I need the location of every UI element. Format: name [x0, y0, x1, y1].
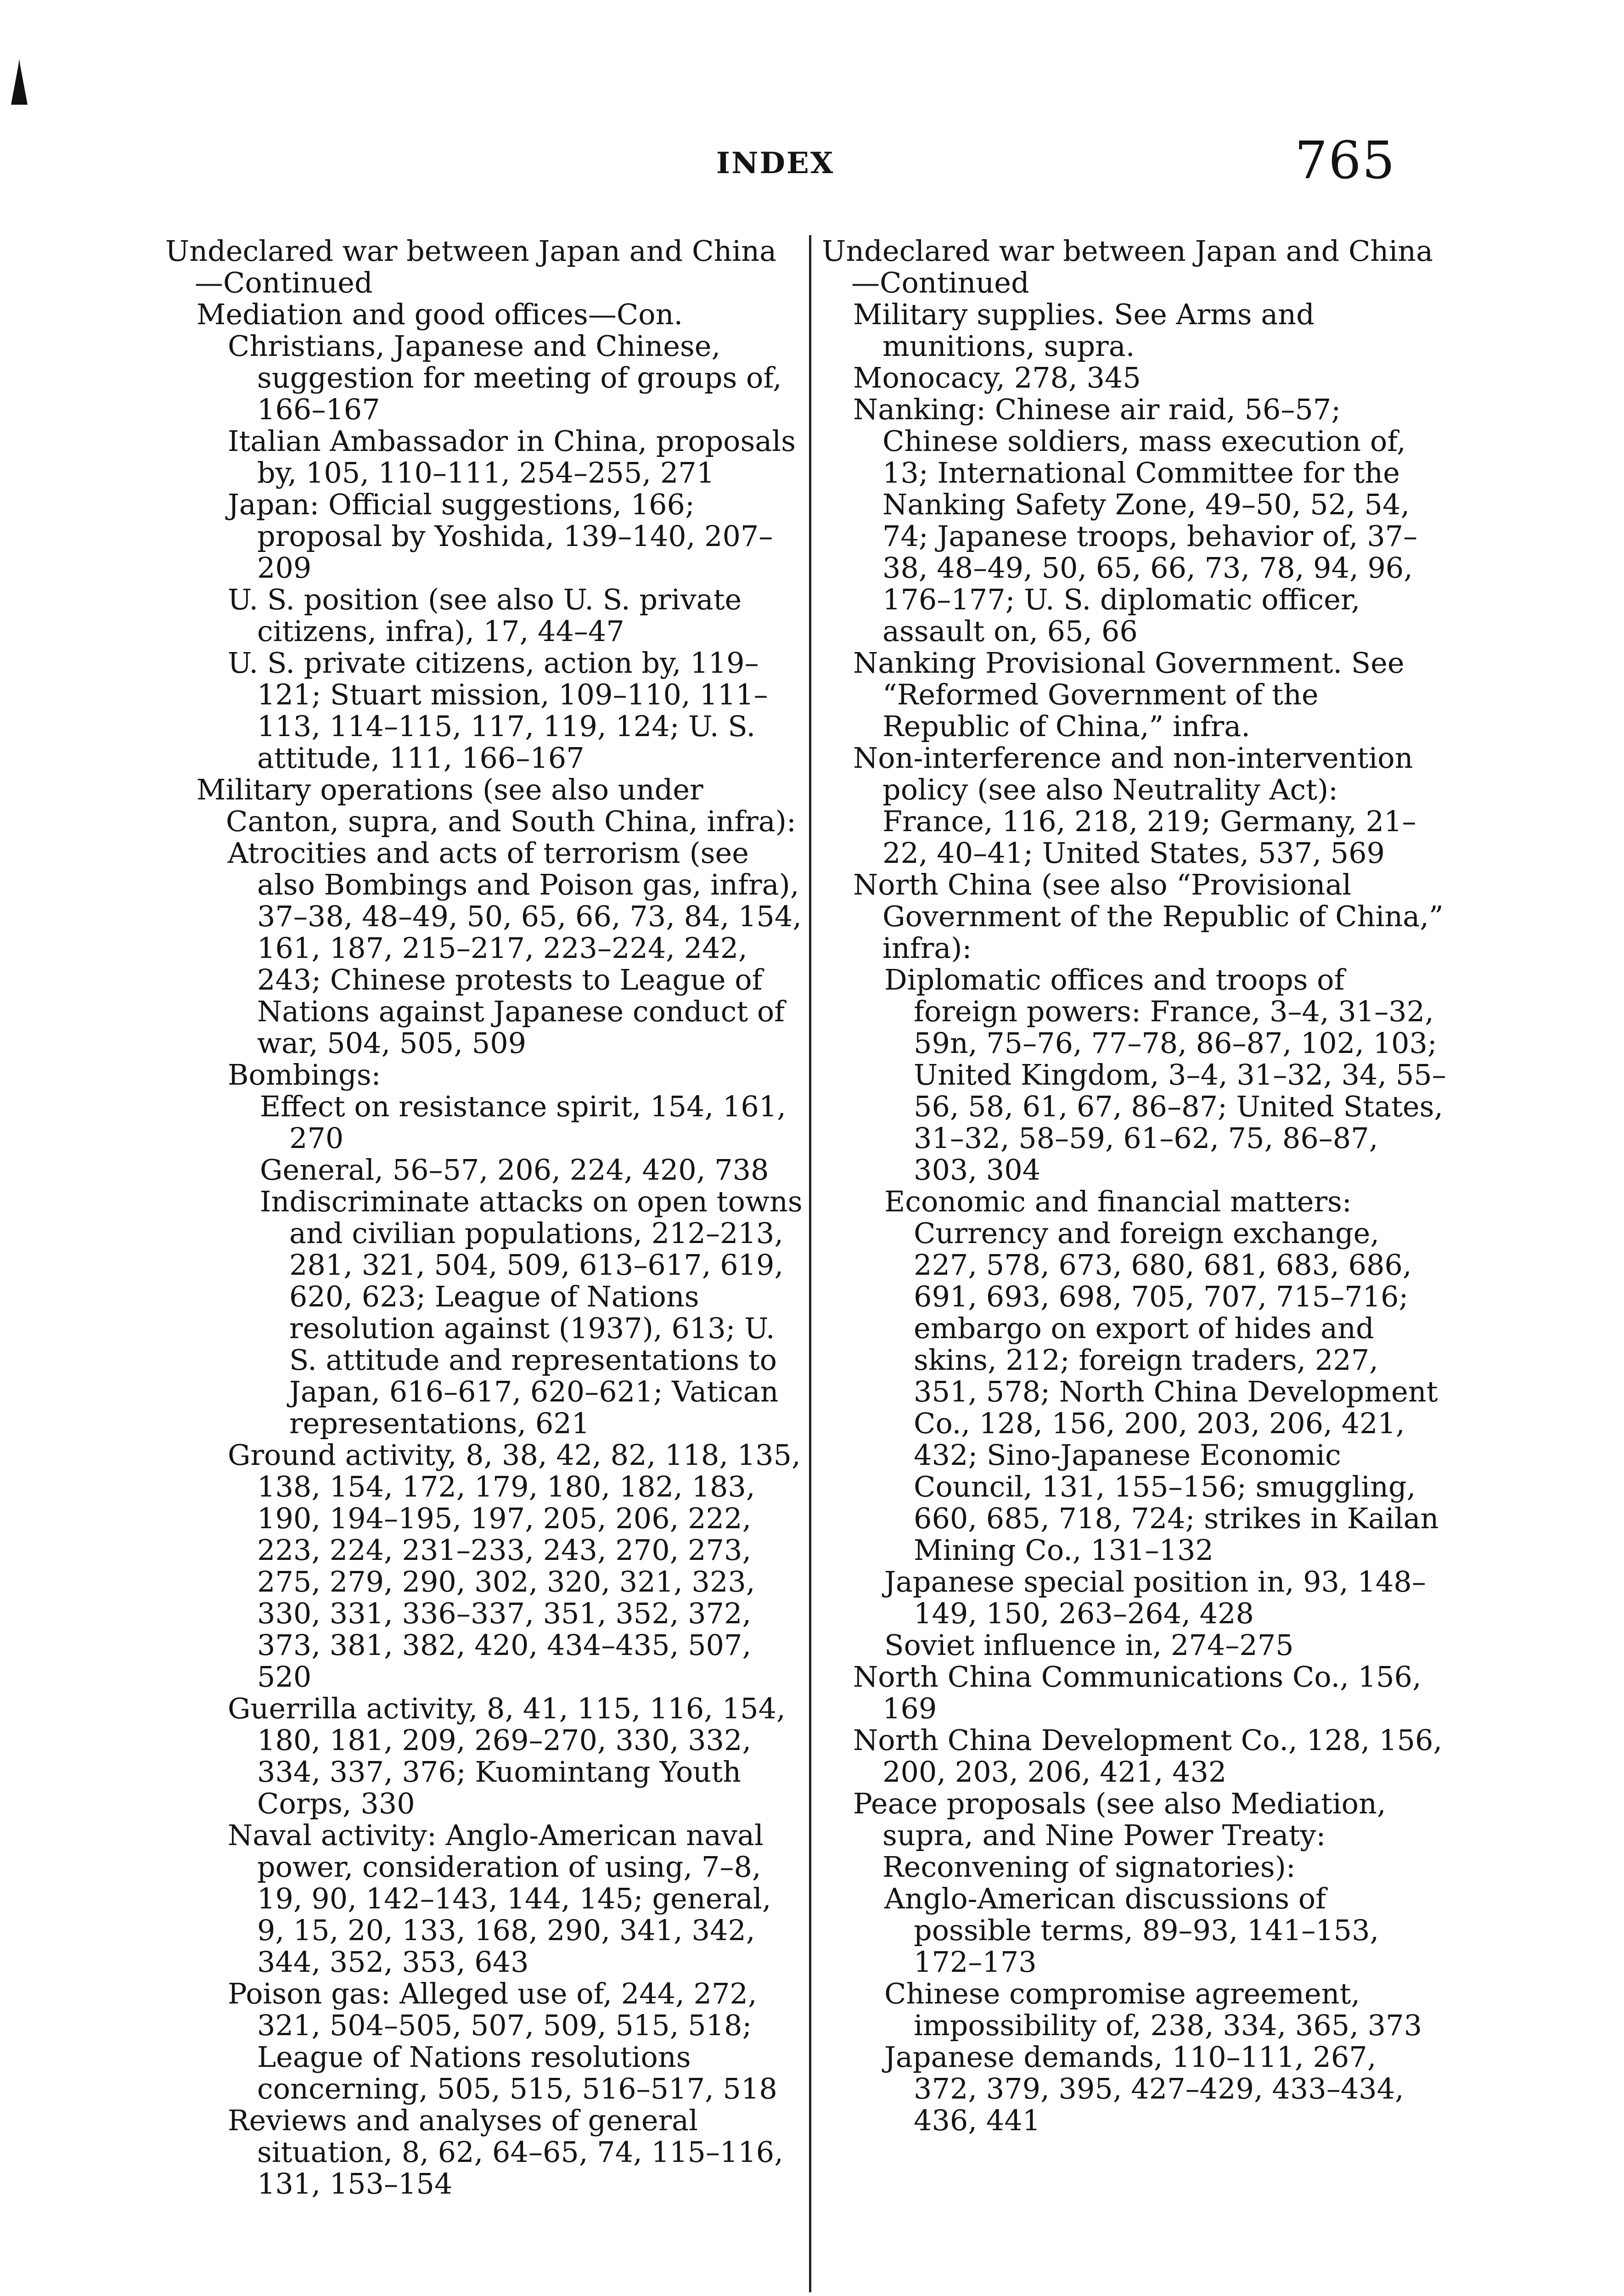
index-entry: North China (see also “Provisional Government of the Republic of China,” infra):	[853, 868, 1444, 965]
index-entry: Non-interference and non-intervention policy (see also Neutrality Act): France, 116, 218, 219; Germany, 21–22, 40–41; United States, 537, 569	[853, 741, 1416, 870]
index-entry: Italian Ambassador in China, proposals by, 105, 110–111, 254–255, 271	[228, 424, 796, 490]
index-entry: Ground activity, 8, 38, 42, 82, 118, 135, 138, 154, 172, 179, 180, 182, 183, 190, 194–195, 197, 205, 206, 222, 223, 224, 231–233, 243, 270, 273, 275, 279, 290, 302, 320, 321, 323, 330, 331, 336–337, 351, 352, 372, 373, 381, 382, 420, 434–435, 507, 520	[228, 1438, 801, 1694]
index-entry: Japanese demands, 110–111, 267, 372, 379, 395, 427–429, 433–434, 436, 441	[884, 2040, 1404, 2137]
index-entry: Diplomatic offices and troops of foreign powers: France, 3–4, 31–32, 59n, 75–76, 77–78, 86–87, 102, 103; United Kingdom, 3–4, 31–32, 34, 55–56, 58, 61, 67, 86–87; United States, 31–32, 58–59, 61–62, 75, 86–87, 303, 304	[884, 963, 1446, 1187]
index-column-left	[165, 235, 804, 2200]
index-entry: Guerrilla activity, 8, 41, 115, 116, 154, 180, 181, 209, 269–270, 330, 332, 334, 337, 376; Kuomintang Youth Corps, 330	[228, 1692, 786, 1820]
index-entry: Atrocities and acts of terrorism (see also Bombings and Poison gas, infra), 37–38, 48–49, 50, 65, 66, 73, 84, 154, 161, 187, 215–217, 223–224, 242, 243; Chinese protests to League of Nations against Japanese conduct of war, 504, 505, 509	[228, 836, 802, 1060]
index-entry: North China Communications Co., 156, 169	[853, 1660, 1422, 1725]
index-entry: General, 56–57, 206, 224, 420, 738	[260, 1153, 769, 1187]
index-entry: Effect on resistance spirit, 154, 161, 270	[260, 1090, 786, 1155]
index-column-right	[822, 235, 1446, 2136]
index-entry: Japanese special position in, 93, 148–149, 150, 263–264, 428	[884, 1565, 1426, 1630]
index-entry: Chinese compromise agreement, impossibility of, 238, 334, 365, 373	[884, 1977, 1422, 2042]
index-entry: Military operations (see also under Canton, supra, and South China, infra):	[197, 773, 796, 838]
page-title: INDEX	[716, 146, 835, 180]
index-entry: Soviet influence in, 274–275	[884, 1628, 1294, 1662]
index-entry: Undeclared war between Japan and China—Continued	[822, 234, 1433, 299]
index-entry: Bombings:	[228, 1058, 381, 1092]
index-entry: Peace proposals (see also Mediation, supra, and Nine Power Treaty: Reconvening of signatories):	[853, 1787, 1386, 1884]
index-entry: Naval activity: Anglo-American naval power, consideration of using, 7–8, 19, 90, 142–143, 144, 145; general, 9, 15, 20, 133, 168, 290, 341, 342, 344, 352, 353, 643	[228, 1818, 771, 1979]
index-entry: Undeclared war between Japan and China—Continued	[165, 234, 777, 299]
index-entry: Economic and financial matters: Currency and foreign exchange, 227, 578, 673, 680, 681, 683, 686, 691, 693, 698, 705, 707, 715–716; embargo on export of hides and skins, 212; foreign traders, 227, 351, 578; North China Development Co., 128, 156, 200, 203, 206, 421, 432; Sino-Japanese Economic Council, 131, 155–156; smuggling, 660, 685, 718, 724; strikes in Kailan Mining Co., 131–132	[884, 1185, 1439, 1567]
index-entry: Monocacy, 278, 345	[853, 361, 1141, 394]
margin-mark-icon	[6, 59, 33, 111]
index-entry: North China Development Co., 128, 156, 200, 203, 206, 421, 432	[853, 1723, 1443, 1789]
index-entry: U. S. private citizens, action by, 119–121; Stuart mission, 109–110, 111–113, 114–115, 117, 119, 124; U. S. attitude, 111, 166–167	[228, 646, 768, 775]
index-entry: U. S. position (see also U. S. private citizens, infra), 17, 44–47	[228, 583, 742, 648]
page-number: 765	[1295, 131, 1396, 191]
index-entry: Mediation and good offices—Con.	[197, 298, 683, 331]
index-entry: Poison gas: Alleged use of, 244, 272, 321, 504–505, 507, 509, 515, 518; League of Nations resolutions concerning, 505, 515, 516–517, 518	[228, 1977, 777, 2105]
index-entry: Christians, Japanese and Chinese, suggestion for meeting of groups of, 166–167	[228, 329, 782, 426]
index-entry: Indiscriminate attacks on open towns and civilian populations, 212–213, 281, 321, 504, 509, 613–617, 619, 620, 623; League of Nations resolution against (1937), 613; U. S. attitude and representations to Japan, 616–617, 620–621; Vatican representations, 621	[260, 1185, 803, 1440]
index-entry: Nanking Provisional Government. See “Reformed Government of the Republic of China,” infra.	[853, 646, 1405, 743]
index-entry: Nanking: Chinese air raid, 56–57; Chinese soldiers, mass execution of, 13; International Committee for the Nanking Safety Zone, 49–50, 52, 54, 74; Japanese troops, behavior of, 37–38, 48–49, 50, 65, 66, 73, 78, 94, 96, 176–177; U. S. diplomatic officer, assault on, 65, 66	[853, 393, 1418, 648]
index-entry: Japan: Official suggestions, 166; proposal by Yoshida, 139–140, 207–209	[228, 488, 773, 585]
index-entry: Reviews and analyses of general situation, 8, 62, 64–65, 74, 115–116, 131, 153–154	[228, 2104, 783, 2200]
index-entry: Anglo-American discussions of possible terms, 89–93, 141–153, 172–173	[884, 1882, 1379, 1979]
column-divider	[809, 235, 811, 2292]
index-entry: Military supplies. See Arms and munitions, supra.	[853, 298, 1315, 363]
